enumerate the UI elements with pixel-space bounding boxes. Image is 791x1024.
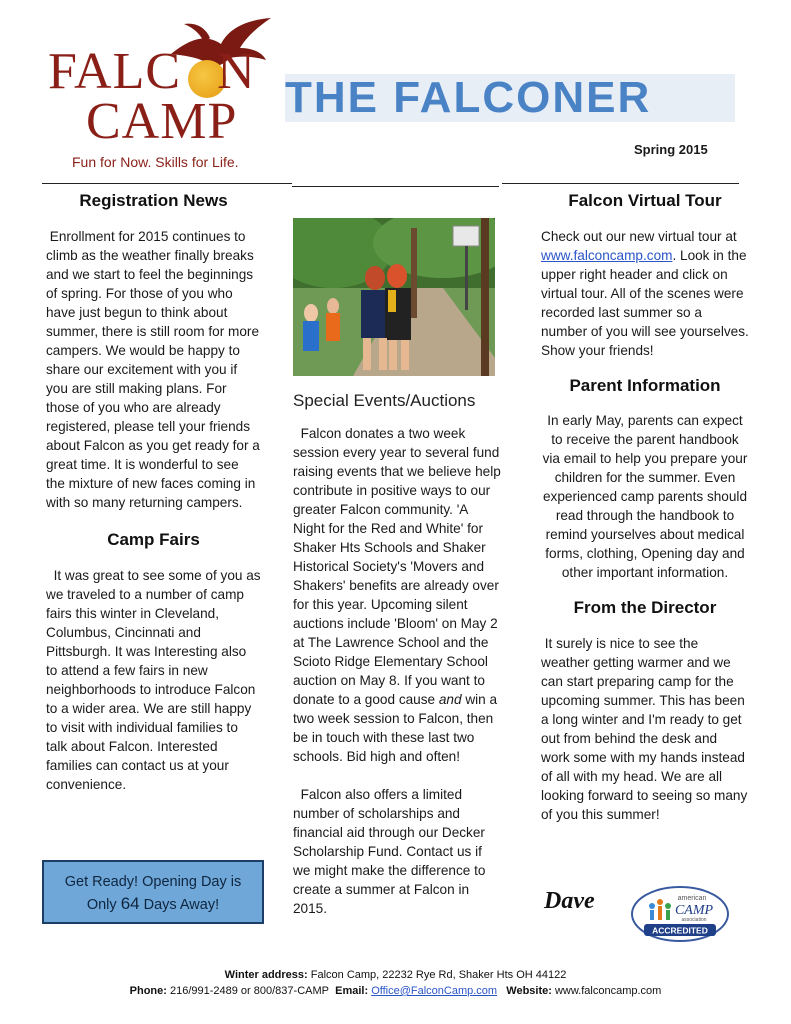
virtual-tour-heading: Falcon Virtual Tour <box>568 191 722 210</box>
director-signature: Dave <box>544 888 595 914</box>
aca-sub-text: association <box>681 917 707 923</box>
camp-fairs-body: It was great to see some of you as we traveled to a number of camp fairs this winter in Cleveland, Columbus, Cincinnati and Pittsburgh. It was Interesting also to attend a few fairs in new neighborhoods to introduce Falcon to a wider area. We are still happy to visit with individual families to talk about Falcon. Interested families can contact us at your convenience. <box>46 568 265 792</box>
divider-mid <box>292 186 499 187</box>
divider-right <box>502 183 739 184</box>
director-heading: From the Director <box>573 598 717 617</box>
registration-body: Enrollment for 2015 continues to climb as the weather finally breaks and we start to feel the beginnings of spring. For those of you who have just begun to think about summer, there is still room for more campers. We would be happy to share our excitement with you if you are still making plans. For those of you who are already registered, please tell your friends about Falcon as you get ready for a great time. It is wonderful to see the mixture of new faces coming in with so many returning campers. <box>46 229 264 510</box>
logo-camp-text: CAMP <box>86 93 238 150</box>
aca-badge-text: ACCREDITED <box>652 925 708 936</box>
scholarship-body: Falcon also offers a limited number of scholarships and financial aid through our Decker Scholarship Fund. Contact us if we might make the difference to create a summer at Falcon in 2015. <box>293 787 490 916</box>
issue-date: Spring 2015 <box>634 142 708 157</box>
opening-day-countdown <box>42 860 264 924</box>
footer-address: Winter address: Falcon Camp, 22232 Rye Rd, Shaker Hts OH 44122 <box>224 969 567 981</box>
footer-contact: Phone: 216/991-2489 or 800/837-CAMP Email: Office@FalconCamp.com Website: www.falconcamp.com <box>129 985 662 997</box>
campers-photo <box>293 218 495 376</box>
registration-heading: Registration News <box>79 191 228 210</box>
director-body: It surely is nice to see the weather getting warmer and we can start preparing camp for the upcoming summer. This has been a long winter and I'm ready to get out from behind the desk and work some with my hands instead of all with my head. We are all looking forward to seeing so many of you this summer! <box>541 636 752 822</box>
email-link[interactable]: Office@FalconCamp.com <box>371 985 498 997</box>
right-column <box>541 190 752 824</box>
countdown-line1: Get Ready! Opening Day is <box>64 874 242 890</box>
divider-left <box>42 183 292 184</box>
emphasis-and: and <box>438 692 462 707</box>
special-events-body: Falcon donates a two week session every year to several fund raising events that we believe help contribute in positive ways to our greater Falcon community. 'A Night for the Red and White' for Shaker Hts Schools and Shaker Historical Society's 'Movers and Shakers' benefits are already over for this year. Upcoming silent auctions include 'Bloom' on May 2 at The Lawrence School and the Scioto Ridge Elementary School auction on May 8. If you want to donate to a good cause and win a two week session to Falcon, then be in touch with these last two schools. Bid high and often! <box>293 426 505 764</box>
footer-website: www.falconcamp.com <box>551 985 662 997</box>
parent-info-heading: Parent Information <box>569 376 721 395</box>
camp-fairs-heading: Camp Fairs <box>107 530 200 549</box>
aca-top-text: american <box>677 895 707 902</box>
countdown-line2: Only 64 Days Away! <box>86 894 220 913</box>
countdown-days: 64 <box>120 894 140 913</box>
logo-tagline: Fun for Now. Skills for Life. <box>72 154 239 170</box>
left-column <box>46 190 265 794</box>
middle-column <box>293 218 503 918</box>
aca-accredited-badge <box>630 884 730 944</box>
newsletter-title: THE FALCONER <box>285 74 735 122</box>
website-link[interactable]: www.falconcamp.com <box>541 248 673 263</box>
logo-falcon-text: FALC N <box>48 43 256 100</box>
camp-logo <box>48 16 278 176</box>
special-events-heading: Special Events/Auctions <box>293 391 476 410</box>
parent-info-body: In early May, parents can expect to receive the parent handbook via email to help you prepare your children for the summer. Even experienced camp parents should read through the handbook to remind yourselves about medical forms, clothing, Opening day and other important information. <box>542 413 748 580</box>
aca-camp-text: CAMP <box>674 903 714 918</box>
virtual-tour-body: Check out our new virtual tour at www.falconcamp.com. Look in the upper right header and click on virtual tour. All of the scenes were recorded last summer so a number of you will see yourselves. Show your friends! <box>541 229 749 358</box>
footer <box>0 967 791 999</box>
